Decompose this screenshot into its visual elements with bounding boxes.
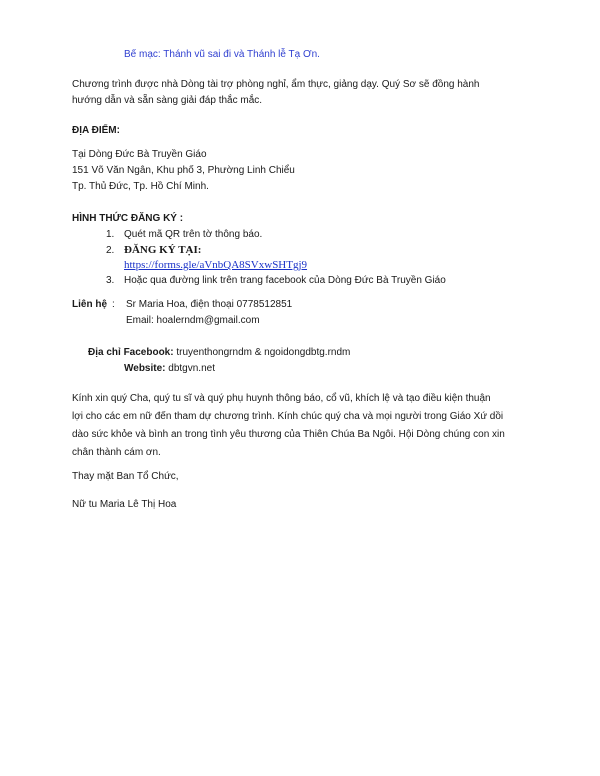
support-text-line2: hướng dẫn và sẵn sàng giải đáp thắc mắc. [72, 95, 263, 106]
list-number: 2. [106, 245, 115, 256]
closing-para-line2: lợi cho các em nữ đến tham dự chương trình. Kính chúc quý cha và mọi người trong Giáo Xứ dồi [72, 411, 504, 422]
contact-colon: : [112, 299, 115, 310]
location-line2: 151 Võ Văn Ngân, Khu phố 3, Phường Linh Chiểu [72, 165, 295, 176]
closing-para-line1: Kính xin quý Cha, quý tu sĩ và quý phụ huynh thông báo, cổ vũ, khích lệ và tạo điều kiện thuận [72, 393, 491, 404]
on-behalf-line: Thay mặt Ban Tổ Chức, [72, 471, 179, 482]
location-line3: Tp. Thủ Đức, Tp. Hồ Chí Minh. [72, 181, 209, 192]
list-item-register: ĐĂNG KÝ TẠI: [124, 244, 202, 256]
location-line1: Tại Dòng Đức Bà Truyền Giáo [72, 149, 207, 160]
closing-para-line3: dào sức khỏe và bình an trong tình yêu thương của Thiên Chúa Ba Ngôi. Hội Dòng chúng con xin [72, 429, 505, 440]
registration-heading: HÌNH THỨC ĐĂNG KÝ : [72, 213, 184, 224]
website-value: dbtgvn.net [165, 363, 215, 374]
signature-name: Nữ tu Maria Lê Thị Hoa [72, 499, 177, 510]
facebook-label: Địa chỉ Facebook: [88, 347, 174, 358]
list-item-qr: Quét mã QR trên tờ thông báo. [124, 229, 263, 240]
support-text-line1: Chương trình được nhà Dòng tài trợ phòng nghỉ, ẩm thực, giảng dạy. Quý Sơ sẽ đồng hành [72, 79, 480, 90]
closing-ceremony-line: Bế mạc: Thánh vũ sai đi và Thánh lễ Tạ Ơn. [124, 49, 320, 60]
facebook-address [88, 346, 350, 360]
list-number: 3. [106, 275, 115, 286]
list-item-facebook: Hoặc qua đường link trên trang facebook của Dòng Đức Bà Truyền Giáo [124, 275, 446, 286]
contact-email: Email: hoalerndm@gmail.com [126, 315, 260, 326]
location-heading: ĐỊA ĐIỂM: [72, 125, 120, 136]
contact-label: Liên hệ [72, 299, 108, 310]
contact-name-phone: Sr Maria Hoa, điện thoại 0778512851 [126, 299, 293, 310]
list-number: 1. [106, 229, 115, 240]
website-label: Website: [124, 363, 166, 374]
facebook-value: truyenthongrndm & ngoidongdbtg.rndm [173, 347, 351, 358]
closing-para-line4: chân thành cám ơn. [72, 447, 161, 458]
website-address [124, 362, 215, 376]
registration-form-link[interactable]: https://forms.gle/aVnbQA8SVxwSHTgj9 [124, 259, 308, 271]
